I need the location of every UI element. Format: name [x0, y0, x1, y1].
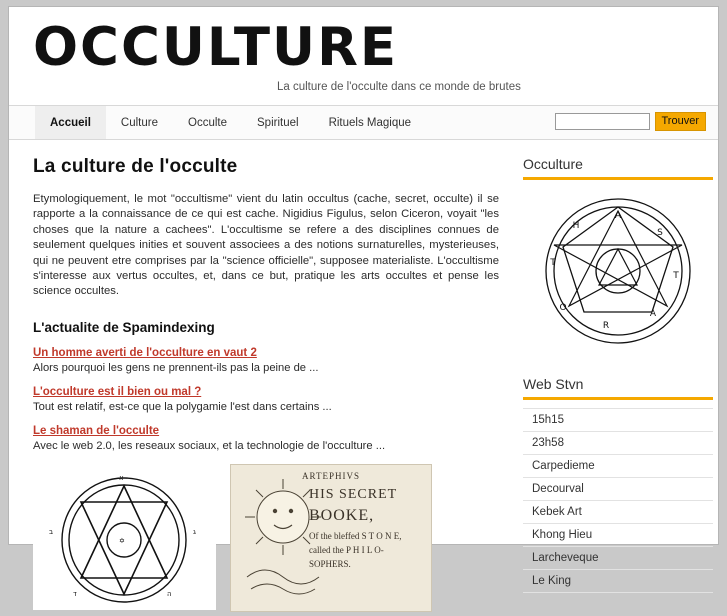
widget-title-occulture: Occulture [523, 156, 713, 180]
post-excerpt: Tout est relatif, est-ce que la polygamie l'est dans certains ... [33, 400, 332, 413]
list-item[interactable]: Le King [523, 570, 713, 593]
gallery-row [33, 464, 503, 612]
list-item[interactable]: Decourval [523, 478, 713, 501]
pentacle-seal-icon [33, 464, 216, 610]
widget-title-web-stvn: Web Stvn [523, 376, 713, 400]
post-item [33, 386, 503, 413]
svg-text:S: S [657, 228, 663, 238]
pentacle-image [33, 464, 216, 610]
sigil-image [527, 188, 709, 354]
nav-item-rituels-magique[interactable]: Rituels Magique [328, 116, 412, 129]
nav-item-accueil[interactable]: Accueil [35, 106, 106, 139]
list-item[interactable]: 15h15 [523, 409, 713, 432]
nav-item-spirituel[interactable]: Spirituel [257, 116, 299, 129]
post-link[interactable]: Le shaman de l'occulte [33, 424, 160, 437]
svg-text:ב: ב [49, 527, 54, 536]
list-item[interactable]: 23h58 [523, 432, 713, 455]
book-title-page-image [230, 464, 432, 612]
svg-text:H: H [572, 221, 580, 231]
list-item[interactable]: Khong Hieu [523, 524, 713, 547]
list-item[interactable]: Kebek Art [523, 501, 713, 524]
post-excerpt: Alors pourquoi les gens ne prennent-ils pas la peine de ... [33, 361, 319, 374]
widget-occulture [523, 156, 713, 354]
book-line-6: SOPHERS. [309, 558, 351, 569]
book-line-3: BOOKE, [309, 506, 375, 524]
main-navigation [35, 106, 426, 139]
content-area [9, 140, 718, 615]
post-item [33, 347, 503, 374]
page-title: La culture de l'occulte [33, 156, 238, 177]
page-sheet [8, 6, 719, 598]
widget-web-stvn [523, 376, 713, 593]
search-input[interactable] [555, 113, 650, 130]
site-tagline: La culture de l'occulte dans ce monde de brutes [277, 81, 521, 93]
post-link[interactable]: Un homme averti de l'occulture en vaut 2 [33, 346, 257, 359]
svg-text:א: א [119, 473, 124, 482]
section-title: L'actualite de Spamindexing [33, 319, 215, 335]
svg-text:A: A [649, 309, 657, 319]
post-link[interactable]: L'occulture est il bien ou mal ? [33, 385, 202, 398]
book-line-1: ARTEPHIVS [302, 470, 360, 481]
svg-text:T: T [550, 258, 556, 268]
occult-sigil-seven-pointed-star-icon [527, 188, 709, 354]
svg-text:ה: ה [167, 589, 172, 598]
book-line-4: Of the bleffed S T O N E, [309, 530, 402, 541]
post-item [33, 425, 503, 452]
svg-text:✡: ✡ [119, 536, 125, 545]
book-line-5: called the P H I L O- [309, 544, 384, 555]
nav-item-culture[interactable]: Culture [120, 116, 158, 129]
svg-text:R: R [602, 321, 610, 331]
list-item[interactable]: Larcheveque [523, 547, 713, 570]
svg-text:A: A [614, 211, 622, 221]
main-column [33, 156, 503, 615]
svg-text:ד: ד [73, 589, 77, 598]
svg-text:O: O [559, 303, 567, 313]
site-logo[interactable]: OCCULTURE [33, 17, 399, 78]
post-excerpt: Avec le web 2.0, les reseaux sociaux, et la technologie de l'occulture ... [33, 439, 386, 452]
intro-paragraph: Etymologiquement, le mot "occultisme" vient du latin occultus (cache, secret, occulte) il se rapporte a la connaissance de ce qui est cache. Nigidius Figulus, selon Ciceron, voyait "les choses que la nature a cachees". L'occultisme se refere a des disciplines connues de seulement quelques inities et souvent associees a des notions surnaturelles, mysterieuses, qui ne peuvent etre comprises par la "science officielle", supposee materialiste. L'occultisme s'interesse aux vertus occultes, et, dans ce but, pratique les arts occultes et pense les science occultes. [33, 193, 499, 298]
main-navigation-bar [9, 105, 718, 140]
search-area [555, 112, 707, 131]
svg-text:T: T [673, 271, 679, 281]
site-header [9, 7, 718, 105]
nav-item-occulte[interactable]: Occulte [188, 116, 227, 129]
book-line-2: HIS SECRET [309, 486, 398, 502]
search-button[interactable]: Trouver [655, 112, 707, 131]
svg-text:ג: ג [193, 527, 196, 536]
sidebar [523, 156, 713, 615]
list-item[interactable]: Carpedieme [523, 455, 713, 478]
link-list [523, 408, 713, 593]
